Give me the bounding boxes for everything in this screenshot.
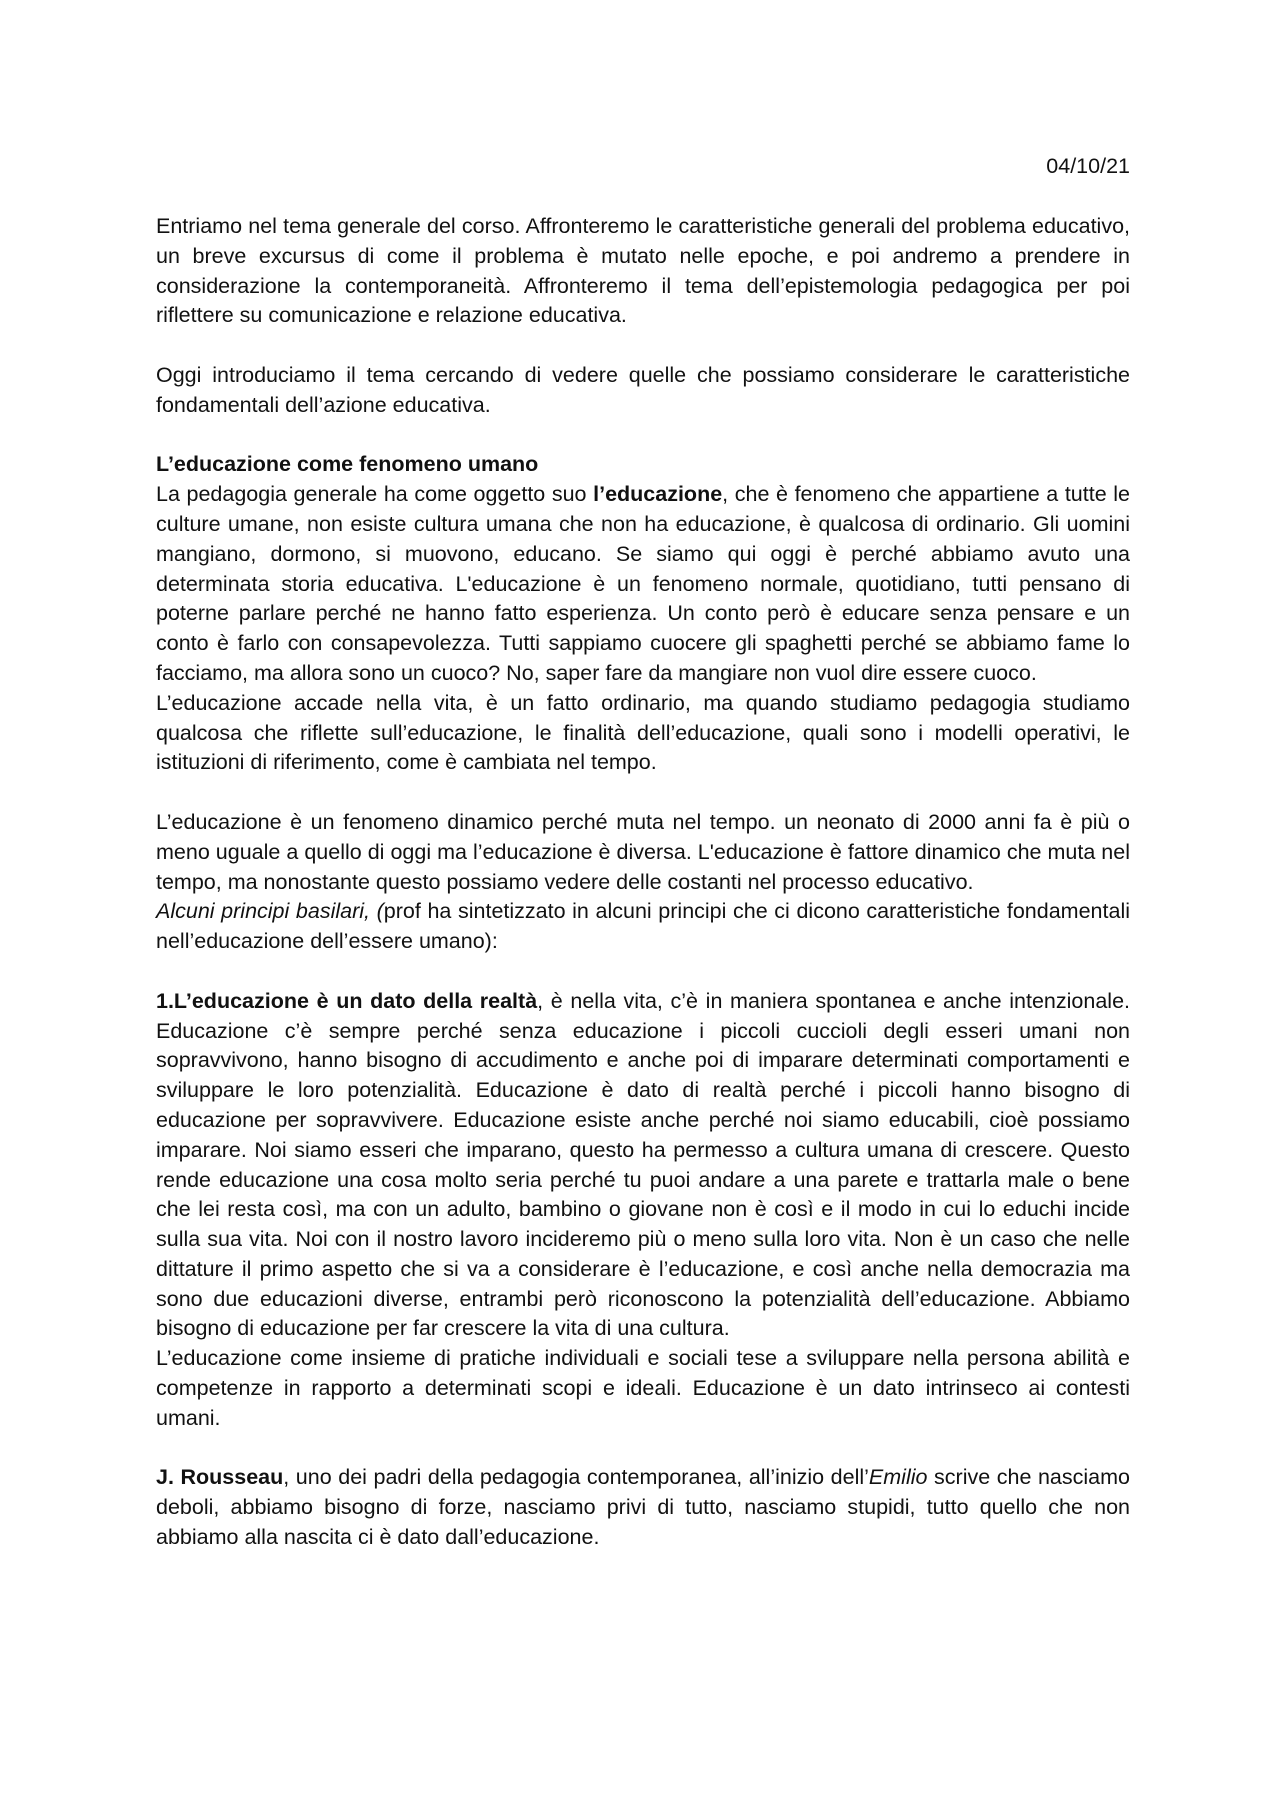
section-paragraph-4: Alcuni principi basilari, (prof ha sintetizzato in alcuni principi che ci dicono caratteristiche fondamentali nell’educazione dell’essere umano):: [156, 899, 1130, 954]
document-body: [156, 212, 1130, 1553]
principle-1-definition: L’educazione come insieme di pratiche individuali e sociali tese a sviluppare nella persona abilità e competenze in rapporto a determinati scopi e ideali. Educazione è un dato intrinseco ai contesti umani.: [156, 1346, 1130, 1430]
rousseau-name: J. Rousseau: [156, 1465, 284, 1490]
bold-term: l’educazione: [593, 482, 723, 507]
book-title: Emilio: [868, 1465, 928, 1490]
rousseau-paragraph: J. Rousseau, uno dei padri della pedagogia contemporanea, all’inizio dell’Emilio scrive che nasciamo deboli, abbiamo bisogno di forze, nasciamo privi di tutto, nasciamo stupidi, tutto quello che non abbiamo alla nascita ci è dato dall’educazione.: [156, 1465, 1130, 1550]
section-paragraph-3: L’educazione è un fenomeno dinamico perché muta nel tempo. un neonato di 2000 anni fa è più o meno uguale a quello di oggi ma l’educazione è diversa. L'educazione è fattore dinamico che muta nel tempo, ma nonostante questo possiamo vedere delle costanti nel processo educativo.: [156, 809, 1130, 894]
section-paragraph-2: L’educazione accade nella vita, è un fatto ordinario, ma quando studiamo pedagogia studiamo qualcosa che riflette sull’educazione, le finalità dell’educazione, quali sono i modelli operativi, le istituzioni di riferimento, come è cambiata nel tempo.: [156, 690, 1130, 775]
section-heading: L’educazione come fenomeno umano: [156, 452, 539, 477]
italic-lead: Alcuni principi basilari, (: [156, 899, 384, 924]
document-date: 04/10/21: [1046, 154, 1130, 178]
intro-paragraph-1: Entriamo nel tema generale del corso. Affronteremo le caratteristiche generali del problema educativo, un breve excursus di come il problema è mutato nelle epoche, e poi andremo a prendere in considerazione la contemporaneità. Affronteremo il tema dell’epistemologia pedagogica per poi riflettere su comunicazione e relazione educativa.: [156, 214, 1130, 328]
principle-1-title: 1.L’educazione è un dato della realtà: [156, 988, 538, 1013]
section-paragraph-1: La pedagogia generale ha come oggetto suo l’educazione, che è fenomeno che appartiene a tutte le culture umane, non esiste cultura umana che non ha educazione, è qualcosa di ordinario. Gli uomini mangiano, dormono, si muovono, educano. Se siamo qui oggi è perché abbiamo avuto una determinata storia educativa. L'educazione è un fenomeno normale, quotidiano, tutti pensano di poterne parlare perché ne hanno fatto esperienza. Un conto però è educare senza pensare e un conto è farlo con consapevolezza. Tutti sappiamo cuocere gli spaghetti perché se abbiamo fame lo facciamo, ma allora sono un cuoco? No, saper fare da mangiare non vuol dire essere cuoco.: [156, 482, 1130, 685]
principle-1-paragraph: 1.L’educazione è un dato della realtà, è nella vita, c’è in maniera spontanea e anche intenzionale. Educazione c’è sempre perché senza educazione i piccoli cuccioli degli esseri umani non sopravvivono, hanno bisogno di accudimento e anche poi di imparare determinati comportamenti e sviluppare le loro potenzialità. Educazione è dato di realtà perché i piccoli hanno bisogno di educazione per sopravvivere. Educazione esiste anche perché noi siamo educabili, cioè possiamo imparare. Noi siamo esseri che imparano, questo ha permesso a cultura umana di crescere. Questo rende educazione una cosa molto seria perché tu puoi andare a una parete e trattarla male o bene che lei resta così, ma con un adulto, bambino o giovane non è così e il modo in cui lo educhi incide sulla sua vita. Noi con il nostro lavoro incideremo più o meno sulla loro vita. Non è un caso che nelle dittature il primo aspetto che si va a considerare è l’educazione, e così anche nella democrazia ma sono due educazioni diverse, entrambi però riconoscono la potenzialità dell’educazione. Abbiamo bisogno di educazione per far crescere la vita di una cultura.: [156, 988, 1130, 1341]
intro-paragraph-2: Oggi introduciamo il tema cercando di vedere quelle che possiamo considerare le caratteristiche fondamentali dell’azione educativa.: [156, 362, 1130, 417]
